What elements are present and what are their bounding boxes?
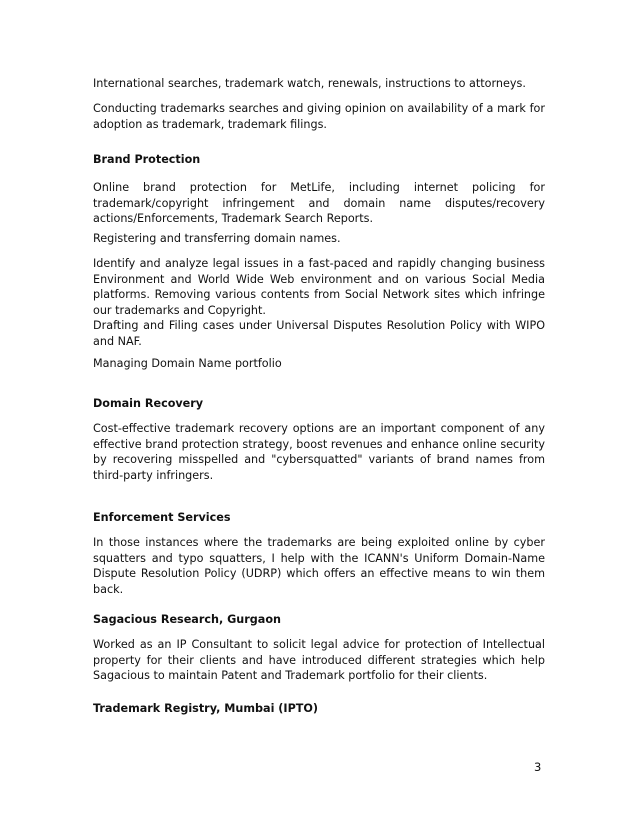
- paragraph-legal-issues: Identify and analyze legal issues in a fast-paced and rapidly changing business Environment and World Wide Web environment and on various Social Media platforms. Removing various contents from Social Network sites which infringe our trademarks and Copyright.: [93, 257, 545, 317]
- heading-enforcement-services: Enforcement Services: [93, 511, 231, 524]
- page-number: 3: [534, 760, 542, 774]
- heading-trademark-registry: Trademark Registry, Mumbai (IPTO): [93, 702, 319, 715]
- paragraph-domain-recovery: Cost-effective trademark recovery options are an important component of any effective brand protection strategy, boost revenues and enhance online security by recovering misspelled and "cybersquatted" variants of brand names from third-party infringers.: [93, 422, 545, 482]
- heading-domain-recovery: Domain Recovery: [93, 397, 204, 410]
- paragraph-international-searches: International searches, trademark watch, renewals, instructions to attorneys.: [93, 77, 526, 90]
- paragraph-brand-protection: Online brand protection for MetLife, including internet policing for trademark/copyright infringement and domain name disputes/recovery actions/Enforcements, Trademark Search Reports.: [93, 181, 545, 225]
- paragraph-udrp-filing: Drafting and Filing cases under Universal Disputes Resolution Policy with WIPO and NAF.: [93, 319, 545, 348]
- paragraph-trademark-searches: Conducting trademarks searches and giving opinion on availability of a mark for adoption as trademark, trademark filings.: [93, 102, 545, 131]
- paragraph-sagacious-research: Worked as an IP Consultant to solicit legal advice for protection of Intellectual property for their clients and have introduced different strategies which help Sagacious to maintain Patent and Trademark portfolio for their clients.: [93, 638, 545, 682]
- paragraph-domain-portfolio: Managing Domain Name portfolio: [93, 357, 282, 370]
- paragraph-enforcement-services: In those instances where the trademarks are being exploited online by cyber squatters and typo squatters, I help with the ICANN's Uniform Domain-Name Dispute Resolution Policy (UDRP) which offers an effective means to win them back.: [93, 536, 545, 596]
- heading-sagacious-research: Sagacious Research, Gurgaon: [93, 613, 281, 626]
- paragraph-domain-names: Registering and transferring domain names.: [93, 232, 341, 245]
- heading-brand-protection: Brand Protection: [93, 153, 201, 166]
